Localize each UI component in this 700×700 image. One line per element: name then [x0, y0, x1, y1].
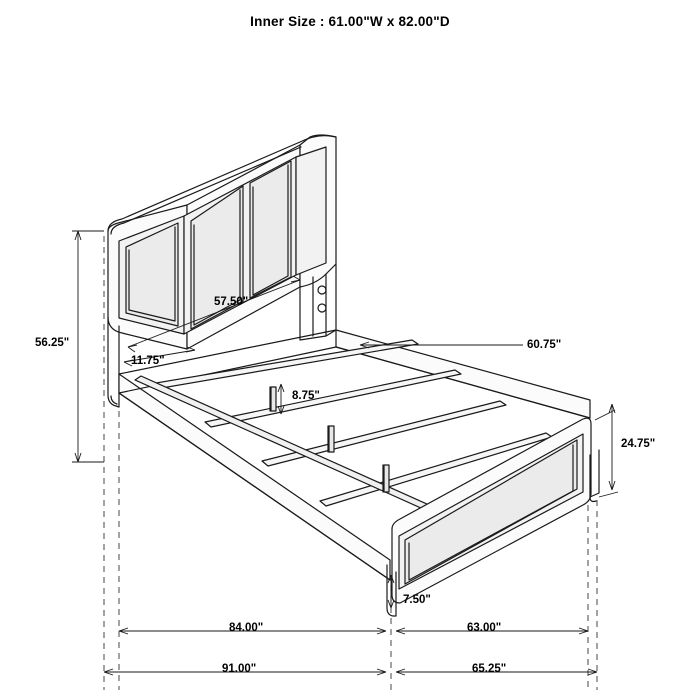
dimension-leg-height: 7.50" — [403, 594, 431, 606]
dimension-footboard-height: 24.75" — [621, 438, 656, 450]
dimension-inner-length: 84.00" — [229, 622, 264, 634]
dimension-overall-width: 65.25" — [472, 663, 507, 675]
footboard-group — [387, 418, 599, 616]
dimension-rail-height: 11.75" — [131, 355, 165, 367]
dimension-headboard-height: 57.50" — [214, 296, 249, 308]
dimension-frame-width: 60.75" — [527, 339, 562, 351]
dimension-inner-width: 63.00" — [467, 622, 502, 634]
page-title: Inner Size : 61.00"W x 82.00"D — [250, 14, 450, 29]
dimension-slat-height: 8.75" — [292, 390, 320, 402]
dimension-overall-height: 56.25" — [35, 337, 70, 349]
dimension-overall-length: 91.00" — [222, 663, 257, 675]
